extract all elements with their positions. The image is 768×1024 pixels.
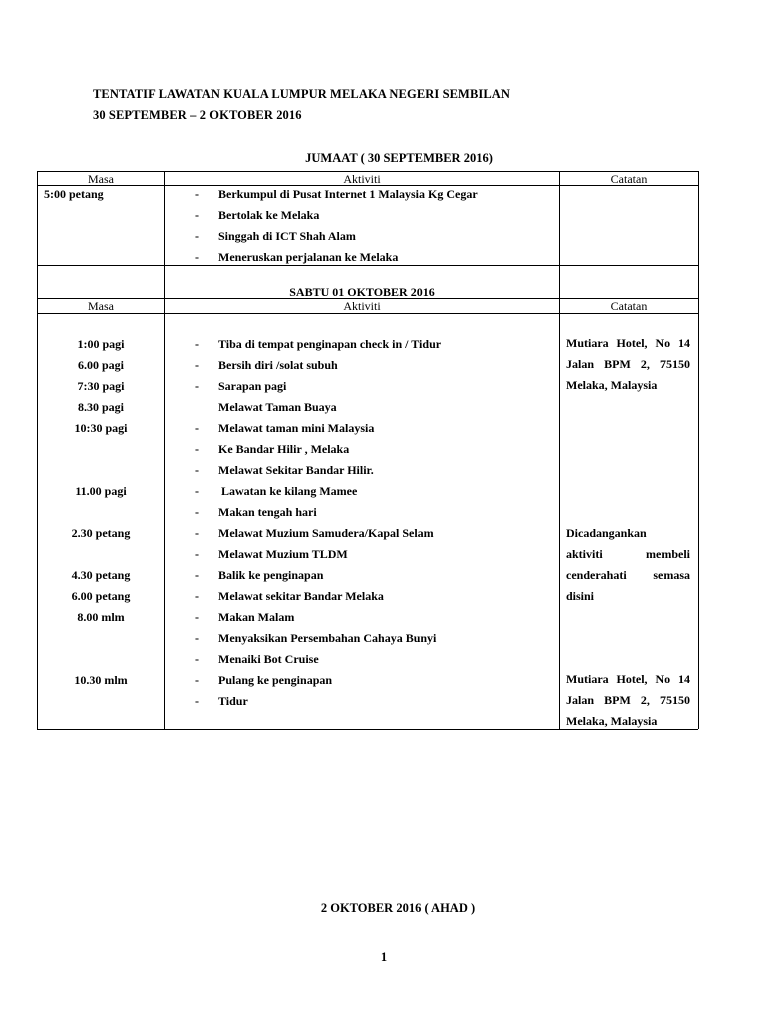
- row-activity: Lawatan ke kilang Mamee: [218, 484, 358, 498]
- bullet-dash: -: [195, 379, 199, 393]
- row-time: 7:30 pagi: [77, 379, 125, 393]
- row-activity: Tiba di tempat penginapan check in / Tidur: [218, 337, 442, 351]
- bullet-dash: -: [195, 187, 199, 201]
- day1-activity: Bertolak ke Melaka: [218, 208, 320, 222]
- bullet-dash: -: [195, 421, 199, 435]
- row-activity: Melawat Muzium TLDM: [218, 547, 348, 561]
- day2-col-activity: Aktiviti: [343, 299, 381, 313]
- bullet-dash: -: [195, 589, 199, 603]
- row-activity: Menaiki Bot Cruise: [218, 652, 319, 666]
- row-time: 11.00 pagi: [75, 484, 127, 498]
- row-activity: Pulang ke penginapan: [218, 673, 333, 687]
- note-hotel-line: Jalan BPM 2, 75150: [566, 693, 690, 707]
- note-suggestion-line: aktiviti membeli: [566, 547, 690, 561]
- bullet-dash: -: [195, 610, 199, 624]
- bullet-dash: -: [195, 568, 199, 582]
- bullet-dash: -: [195, 505, 199, 519]
- row-activity: Ke Bandar Hilir , Melaka: [218, 442, 350, 456]
- row-time: 4.30 petang: [71, 568, 131, 582]
- bullet-dash: -: [195, 694, 199, 708]
- day1-time: 5:00 petang: [44, 187, 104, 201]
- note-hotel-line: Jalan BPM 2, 75150: [566, 357, 690, 371]
- row-activity: Menyaksikan Persembahan Cahaya Bunyi: [218, 631, 437, 645]
- bullet-dash: -: [195, 208, 199, 222]
- row-time: 10.30 mlm: [74, 673, 128, 687]
- page-number: 1: [380, 950, 388, 964]
- day1-col-note: Catatan: [610, 172, 648, 186]
- bullet-dash: -: [195, 652, 199, 666]
- row-time: 2.30 petang: [71, 526, 131, 540]
- row-time: 1:00 pagi: [77, 337, 125, 351]
- day1-col-activity: Aktiviti: [343, 172, 381, 186]
- bullet-dash: -: [195, 337, 199, 351]
- day1-activity: Singgah di ICT Shah Alam: [218, 229, 356, 243]
- note-hotel-line: Melaka, Malaysia: [566, 714, 658, 728]
- document-date-range: 30 SEPTEMBER – 2 OKTOBER 2016: [93, 108, 302, 122]
- row-activity: Melawat Muzium Samudera/Kapal Selam: [218, 526, 434, 540]
- day1-activity: Meneruskan perjalanan ke Melaka: [218, 250, 399, 264]
- row-time: 6.00 petang: [71, 589, 131, 603]
- day1-col-time: Masa: [88, 172, 114, 186]
- note-hotel-line: Mutiara Hotel, No 14: [566, 336, 690, 350]
- row-activity: Bersih diri /solat subuh: [218, 358, 338, 372]
- row-activity: Balik ke penginapan: [218, 568, 324, 582]
- table-border-right: [698, 171, 699, 729]
- table-column-divider: [164, 171, 165, 729]
- bullet-dash: -: [195, 250, 199, 264]
- day2-col-time: Masa: [88, 299, 114, 313]
- table-border-left: [37, 171, 38, 729]
- bullet-dash: -: [195, 547, 199, 561]
- row-activity: Melawat Sekitar Bandar Hilir.: [218, 463, 374, 477]
- row-time: 8.30 pagi: [77, 400, 124, 414]
- row-activity: Tidur: [218, 694, 248, 708]
- row-activity: Sarapan pagi: [218, 379, 287, 393]
- table-row-divider: [37, 265, 698, 266]
- day3-heading: 2 OKTOBER 2016 ( AHAD ): [320, 901, 476, 915]
- row-time: 6.00 pagi: [77, 358, 124, 372]
- bullet-dash: -: [195, 442, 199, 456]
- row-time: 8.00 mlm: [77, 610, 125, 624]
- row-activity: Melawat sekitar Bandar Melaka: [218, 589, 384, 603]
- day2-col-note: Catatan: [610, 299, 648, 313]
- row-time: 10:30 pagi: [74, 421, 128, 435]
- table-border-bottom: [37, 729, 698, 730]
- row-activity: Melawat Taman Buaya: [218, 400, 337, 414]
- note-suggestion-line: disini: [566, 589, 595, 603]
- bullet-dash: -: [195, 463, 199, 477]
- row-activity: Makan tengah hari: [218, 505, 317, 519]
- note-hotel-line: Mutiara Hotel, No 14: [566, 672, 690, 686]
- bullet-dash: -: [195, 358, 199, 372]
- note-suggestion-line: cenderahati semasa: [566, 568, 690, 582]
- table-column-divider: [559, 171, 560, 729]
- bullet-dash: -: [195, 484, 199, 498]
- row-activity: Makan Malam: [218, 610, 295, 624]
- day2-heading: SABTU 01 OKTOBER 2016: [289, 285, 435, 299]
- note-suggestion-line: Dicadangankan: [566, 526, 647, 540]
- bullet-dash: -: [195, 526, 199, 540]
- day1-heading: JUMAAT ( 30 SEPTEMBER 2016): [305, 151, 493, 165]
- bullet-dash: -: [195, 631, 199, 645]
- day1-activity: Berkumpul di Pusat Internet 1 Malaysia Kg Cegar: [218, 187, 478, 201]
- document-title: TENTATIF LAWATAN KUALA LUMPUR MELAKA NEGERI SEMBILAN: [93, 87, 511, 101]
- row-activity: Melawat taman mini Malaysia: [218, 421, 375, 435]
- bullet-dash: -: [195, 673, 199, 687]
- bullet-dash: -: [195, 229, 199, 243]
- note-hotel-line: Melaka, Malaysia: [566, 378, 658, 392]
